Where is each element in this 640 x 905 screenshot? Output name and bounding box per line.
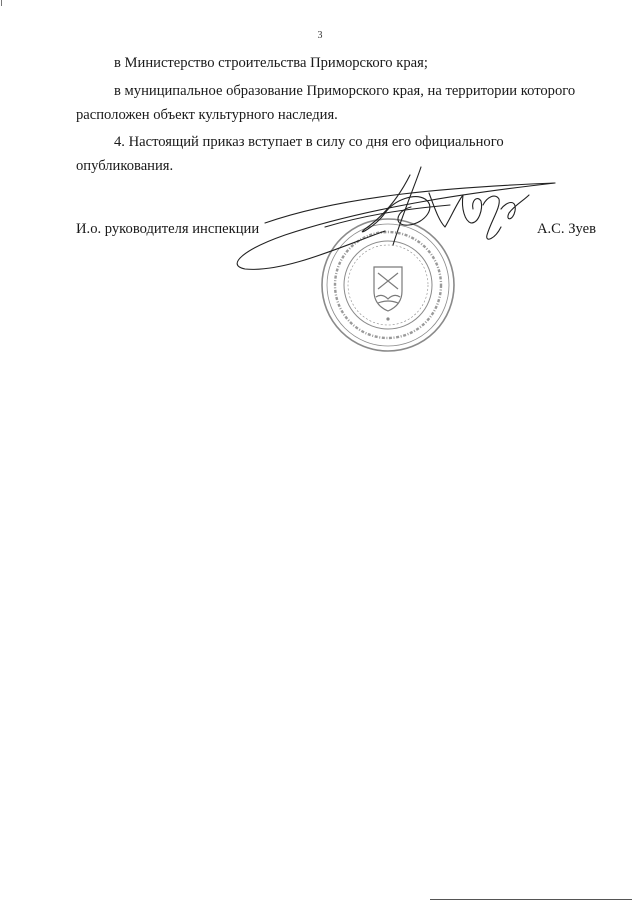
footer-rule bbox=[430, 899, 632, 900]
page-number: 3 bbox=[317, 30, 323, 41]
paragraph-ministry: в Министерство строительства Приморского края; bbox=[114, 55, 428, 71]
paragraph-municipality: в муниципальное образование Приморского края, на территории которого расположен объект культурного наследия. bbox=[76, 83, 576, 123]
paragraph-effective-date: 4. Настоящий приказ вступает в силу со дня его официального опубликования. bbox=[76, 134, 504, 174]
signatory-name: А.С. Зуев bbox=[536, 221, 596, 237]
scan-corner-mark bbox=[1, 0, 2, 6]
signatory-position: И.о. руководителя инспекции bbox=[76, 221, 260, 237]
handwritten-signature bbox=[225, 165, 575, 275]
